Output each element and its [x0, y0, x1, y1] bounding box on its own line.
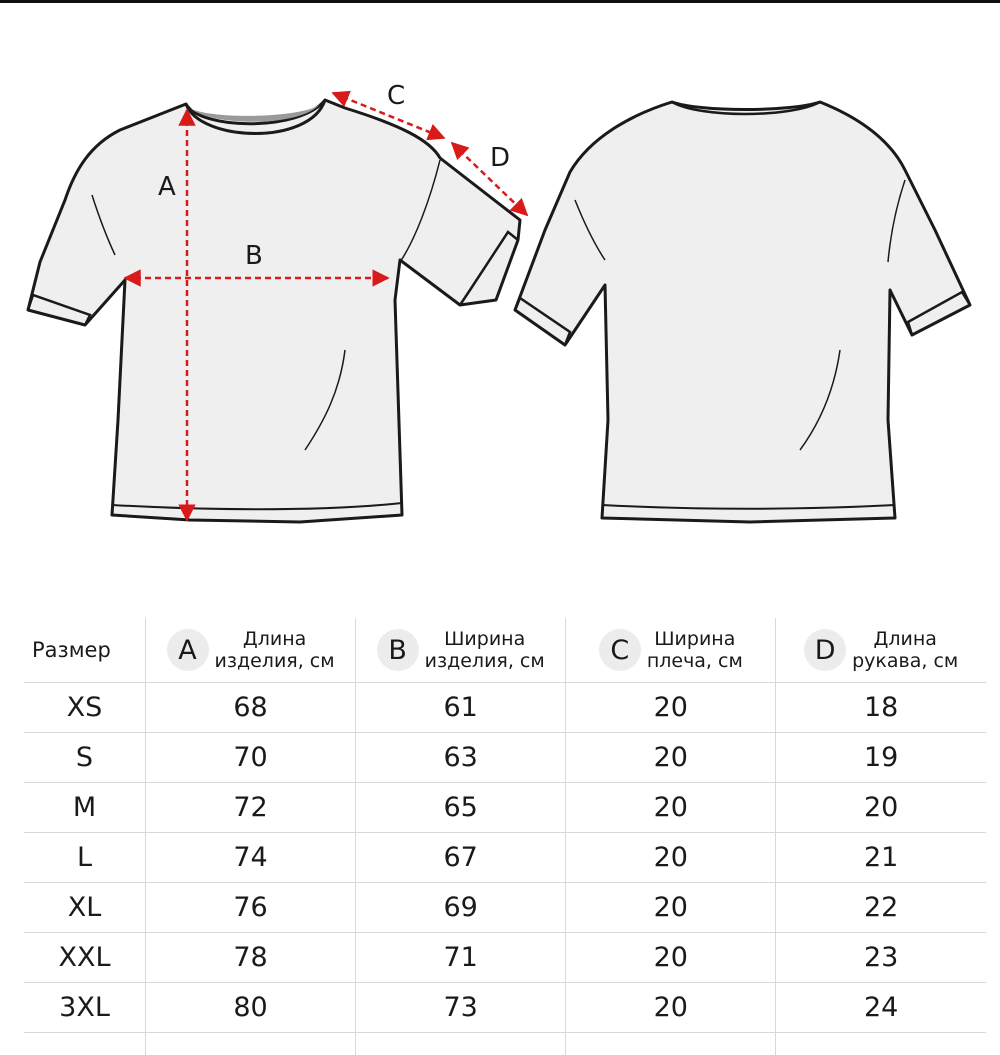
- letter-b-badge: B: [377, 629, 419, 671]
- caption-line: Длина: [852, 628, 958, 650]
- sleeve-cell: 22: [776, 883, 986, 933]
- letter-c-badge: C: [599, 629, 641, 671]
- length-cell: 76: [146, 883, 356, 933]
- empty-cell: [24, 1033, 146, 1055]
- sleeve-cell: 24: [776, 983, 986, 1033]
- sleeve-cell: 23: [776, 933, 986, 983]
- length-cell: 68: [146, 683, 356, 733]
- column-header-a: [146, 618, 356, 683]
- width-cell: 63: [356, 733, 566, 783]
- shoulder-cell: 20: [566, 983, 776, 1033]
- size-cell: XXL: [24, 933, 146, 983]
- back-tshirt-icon: [515, 102, 970, 522]
- width-cell: 61: [356, 683, 566, 733]
- sleeve-cell: 20: [776, 783, 986, 833]
- column-header-b: [356, 618, 566, 683]
- size-cell: L: [24, 833, 146, 883]
- size-column-header: Размер: [24, 618, 146, 683]
- caption-line: плеча, см: [647, 650, 743, 672]
- size-cell: M: [24, 783, 146, 833]
- size-cell: S: [24, 733, 146, 783]
- caption-line: Ширина: [425, 628, 545, 650]
- length-cell: 74: [146, 833, 356, 883]
- shoulder-cell: 20: [566, 883, 776, 933]
- column-d-caption: [852, 628, 958, 672]
- caption-line: Длина: [215, 628, 335, 650]
- empty-cell: [356, 1033, 566, 1055]
- shoulder-cell: 20: [566, 783, 776, 833]
- empty-cell: [566, 1033, 776, 1055]
- length-cell: 70: [146, 733, 356, 783]
- sleeve-cell: 19: [776, 733, 986, 783]
- width-cell: 73: [356, 983, 566, 1033]
- shoulder-cell: 20: [566, 833, 776, 883]
- width-cell: 69: [356, 883, 566, 933]
- table-row: [24, 683, 986, 733]
- letter-a-badge: A: [167, 629, 209, 671]
- caption-line: рукава, см: [852, 650, 958, 672]
- table-row: [24, 833, 986, 883]
- width-cell: 67: [356, 833, 566, 883]
- size-cell: XS: [24, 683, 146, 733]
- sleeve-cell: 18: [776, 683, 986, 733]
- table-row: [24, 783, 986, 833]
- shoulder-cell: 20: [566, 683, 776, 733]
- caption-line: Ширина: [647, 628, 743, 650]
- front-tshirt-icon: [28, 100, 520, 522]
- letter-d-badge: D: [804, 629, 846, 671]
- column-header-d: [776, 618, 986, 683]
- table-bottom-spacer: [24, 1033, 986, 1055]
- sleeve-cell: 21: [776, 833, 986, 883]
- caption-line: изделия, см: [215, 650, 335, 672]
- width-cell: 71: [356, 933, 566, 983]
- shoulder-cell: 20: [566, 733, 776, 783]
- length-cell: 78: [146, 933, 356, 983]
- size-cell: 3XL: [24, 983, 146, 1033]
- column-a-caption: [215, 628, 335, 672]
- empty-cell: [146, 1033, 356, 1055]
- size-cell: XL: [24, 883, 146, 933]
- shoulder-cell: 20: [566, 933, 776, 983]
- width-cell: 65: [356, 783, 566, 833]
- length-cell: 80: [146, 983, 356, 1033]
- table-row: [24, 883, 986, 933]
- size-chart-table: [24, 618, 986, 1055]
- length-cell: 72: [146, 783, 356, 833]
- label-b: B: [245, 241, 263, 271]
- table-row: [24, 983, 986, 1033]
- table-row: [24, 733, 986, 783]
- table-header-row: [24, 618, 986, 683]
- caption-line: изделия, см: [425, 650, 545, 672]
- label-a: A: [158, 172, 176, 202]
- table-row: [24, 933, 986, 983]
- column-b-caption: [425, 628, 545, 672]
- label-c: C: [387, 81, 405, 111]
- label-d: D: [490, 143, 510, 173]
- column-c-caption: [647, 628, 743, 672]
- empty-cell: [776, 1033, 986, 1055]
- column-header-c: [566, 618, 776, 683]
